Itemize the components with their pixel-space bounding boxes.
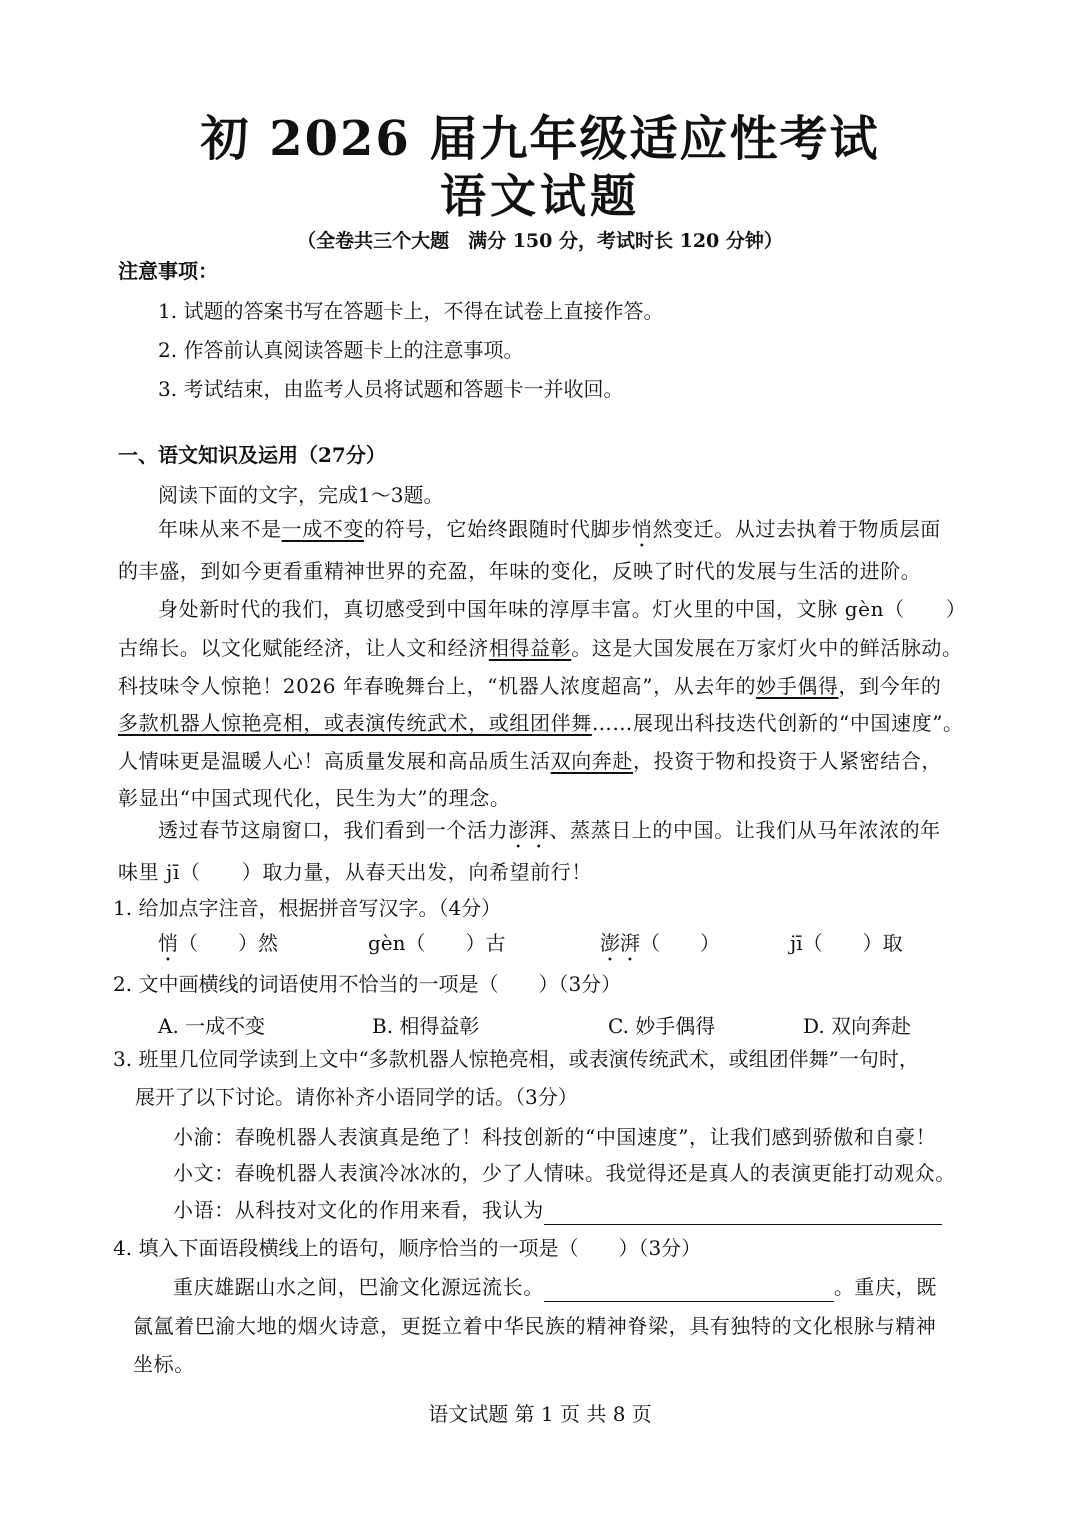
note-item-2: 2. 作答前认真阅读答题卡上的注意事项。 bbox=[158, 338, 524, 362]
exam-title: 初 2026 届九年级适应性考试 bbox=[200, 111, 880, 167]
question-1-stem: 1. 给加点字注音，根据拼音写汉字。（4分） bbox=[113, 896, 502, 920]
question-4-stem: 4. 填入下面语段横线上的语句，顺序恰当的一项是（ ）（3分） bbox=[113, 1236, 702, 1260]
dialogue-xiaoyu: 小渝：春晚机器人表演真是绝了！科技创新的“中国速度”，让我们感到骄傲和自豪！ bbox=[173, 1125, 937, 1149]
subject-title: 语文试题 bbox=[440, 169, 640, 223]
page-footer: 语文试题 第 1 页 共 8 页 bbox=[428, 1402, 652, 1426]
question-2-stem: 2. 文中画横线的词语使用不恰当的一项是（ ）（3分） bbox=[113, 972, 622, 996]
passage-line: 年味从来不是一成不变的符号，它始终跟随时代脚步悄然变迁。从过去执着于物质层面 bbox=[158, 517, 941, 541]
q2-option-b: B. 相得益彰 bbox=[372, 1014, 480, 1038]
answer-blank[interactable] bbox=[544, 1202, 942, 1225]
dotted-char: 悄 bbox=[631, 517, 653, 541]
passage-line: 身处新时代的我们，真切感受到中国年味的淳厚丰富。灯火里的中国，文脉 gèn（ ） bbox=[158, 597, 967, 621]
question-3-stem: 3. 班里几位同学读到上文中“多款机器人惊艳亮相，或表演传统武术，或组团伴舞”一句时， bbox=[113, 1047, 919, 1071]
note-item-3: 3. 考试结束，由监考人员将试题和答题卡一并收回。 bbox=[158, 377, 624, 401]
dotted-word: 澎湃 bbox=[508, 818, 550, 842]
q1-item-1: 悄（ ）然 bbox=[158, 931, 278, 955]
underlined-phrase: 相得益彰 bbox=[488, 636, 572, 660]
underlined-sentence: 多款机器人惊艳亮相，或表演传统武术，或组团伴舞 bbox=[118, 711, 592, 735]
q1-item-4: jī（ ）取 bbox=[790, 931, 903, 955]
passage-line: 人情味更是温暖人心！高质量发展和高品质生活双向奔赴，投资于物和投资于人紧密结合， bbox=[118, 749, 943, 773]
fill-blank[interactable] bbox=[544, 1279, 834, 1302]
q4-passage-line: 坐标。 bbox=[133, 1352, 195, 1376]
q2-option-c: C. 妙手偶得 bbox=[608, 1014, 716, 1038]
passage-line: 科技味令人惊艳！2026 年春晚舞台上，“机器人浓度超高”，从去年的妙手偶得，到今年的 bbox=[118, 674, 942, 698]
dialogue-xiaowen: 小文：春晚机器人表演冷冰冰的，少了人情味。我觉得还是真人的表演更能打动观众。 bbox=[173, 1161, 956, 1185]
q4-passage-line: 重庆雄踞山水之间，巴渝文化源远流长。 。重庆，既 bbox=[173, 1272, 937, 1302]
q4-passage-line: 氤氲着巴渝大地的烟火诗意，更挺立着中华民族的精神脊梁，具有独特的文化根脉与精神 bbox=[133, 1314, 937, 1338]
passage-line: 的丰盛，到如今更看重精神世界的充盈，年味的变化，反映了时代的发展与生活的进阶。 bbox=[118, 559, 922, 583]
notes-heading: 注意事项： bbox=[118, 259, 218, 283]
passage-line: 透过春节这扇窗口，我们看到一个活力澎湃、蒸蒸日上的中国。让我们从马年浓浓的年 bbox=[158, 818, 941, 842]
q2-option-a: A. 一成不变 bbox=[158, 1014, 266, 1038]
q2-option-d: D. 双向奔赴 bbox=[803, 1014, 912, 1038]
note-item-1: 1. 试题的答案书写在答题卡上，不得在试卷上直接作答。 bbox=[158, 299, 664, 323]
underlined-phrase: 妙手偶得 bbox=[756, 674, 839, 698]
section-heading: 一、语文知识及运用（27分） bbox=[118, 443, 386, 467]
passage-line: 味里 jī（ ）取力量，从春天出发，向希望前行！ bbox=[118, 860, 592, 884]
underlined-phrase: 双向奔赴 bbox=[550, 749, 634, 773]
passage-line: 多款机器人惊艳亮相，或表演传统武术，或组团伴舞……展现出科技迭代创新的“中国速度”。 bbox=[118, 711, 964, 735]
question-3-stem-cont: 展开了以下讨论。请你补齐小语同学的话。（3分） bbox=[135, 1085, 578, 1109]
q1-item-3: 澎湃（ ） bbox=[600, 931, 720, 955]
exam-info: （全卷共三个大题 满分 150 分，考试时长 120 分钟） bbox=[297, 230, 783, 252]
dialogue-xiaoyu-answer: 小语：从科技对文化的作用来看，我认为 bbox=[173, 1195, 942, 1225]
q1-item-2: gèn（ ）古 bbox=[368, 931, 506, 955]
reading-instruction: 阅读下面的文字，完成1～3题。 bbox=[158, 483, 444, 507]
passage-line: 彰显出“中国式现代化，民生为大”的理念。 bbox=[118, 786, 511, 810]
passage-line: 古绵长。以文化赋能经济，让人文和经济相得益彰。这是大国发展在万家灯火中的鲜活脉动。 bbox=[118, 636, 963, 660]
underlined-phrase: 一成不变 bbox=[281, 517, 365, 541]
